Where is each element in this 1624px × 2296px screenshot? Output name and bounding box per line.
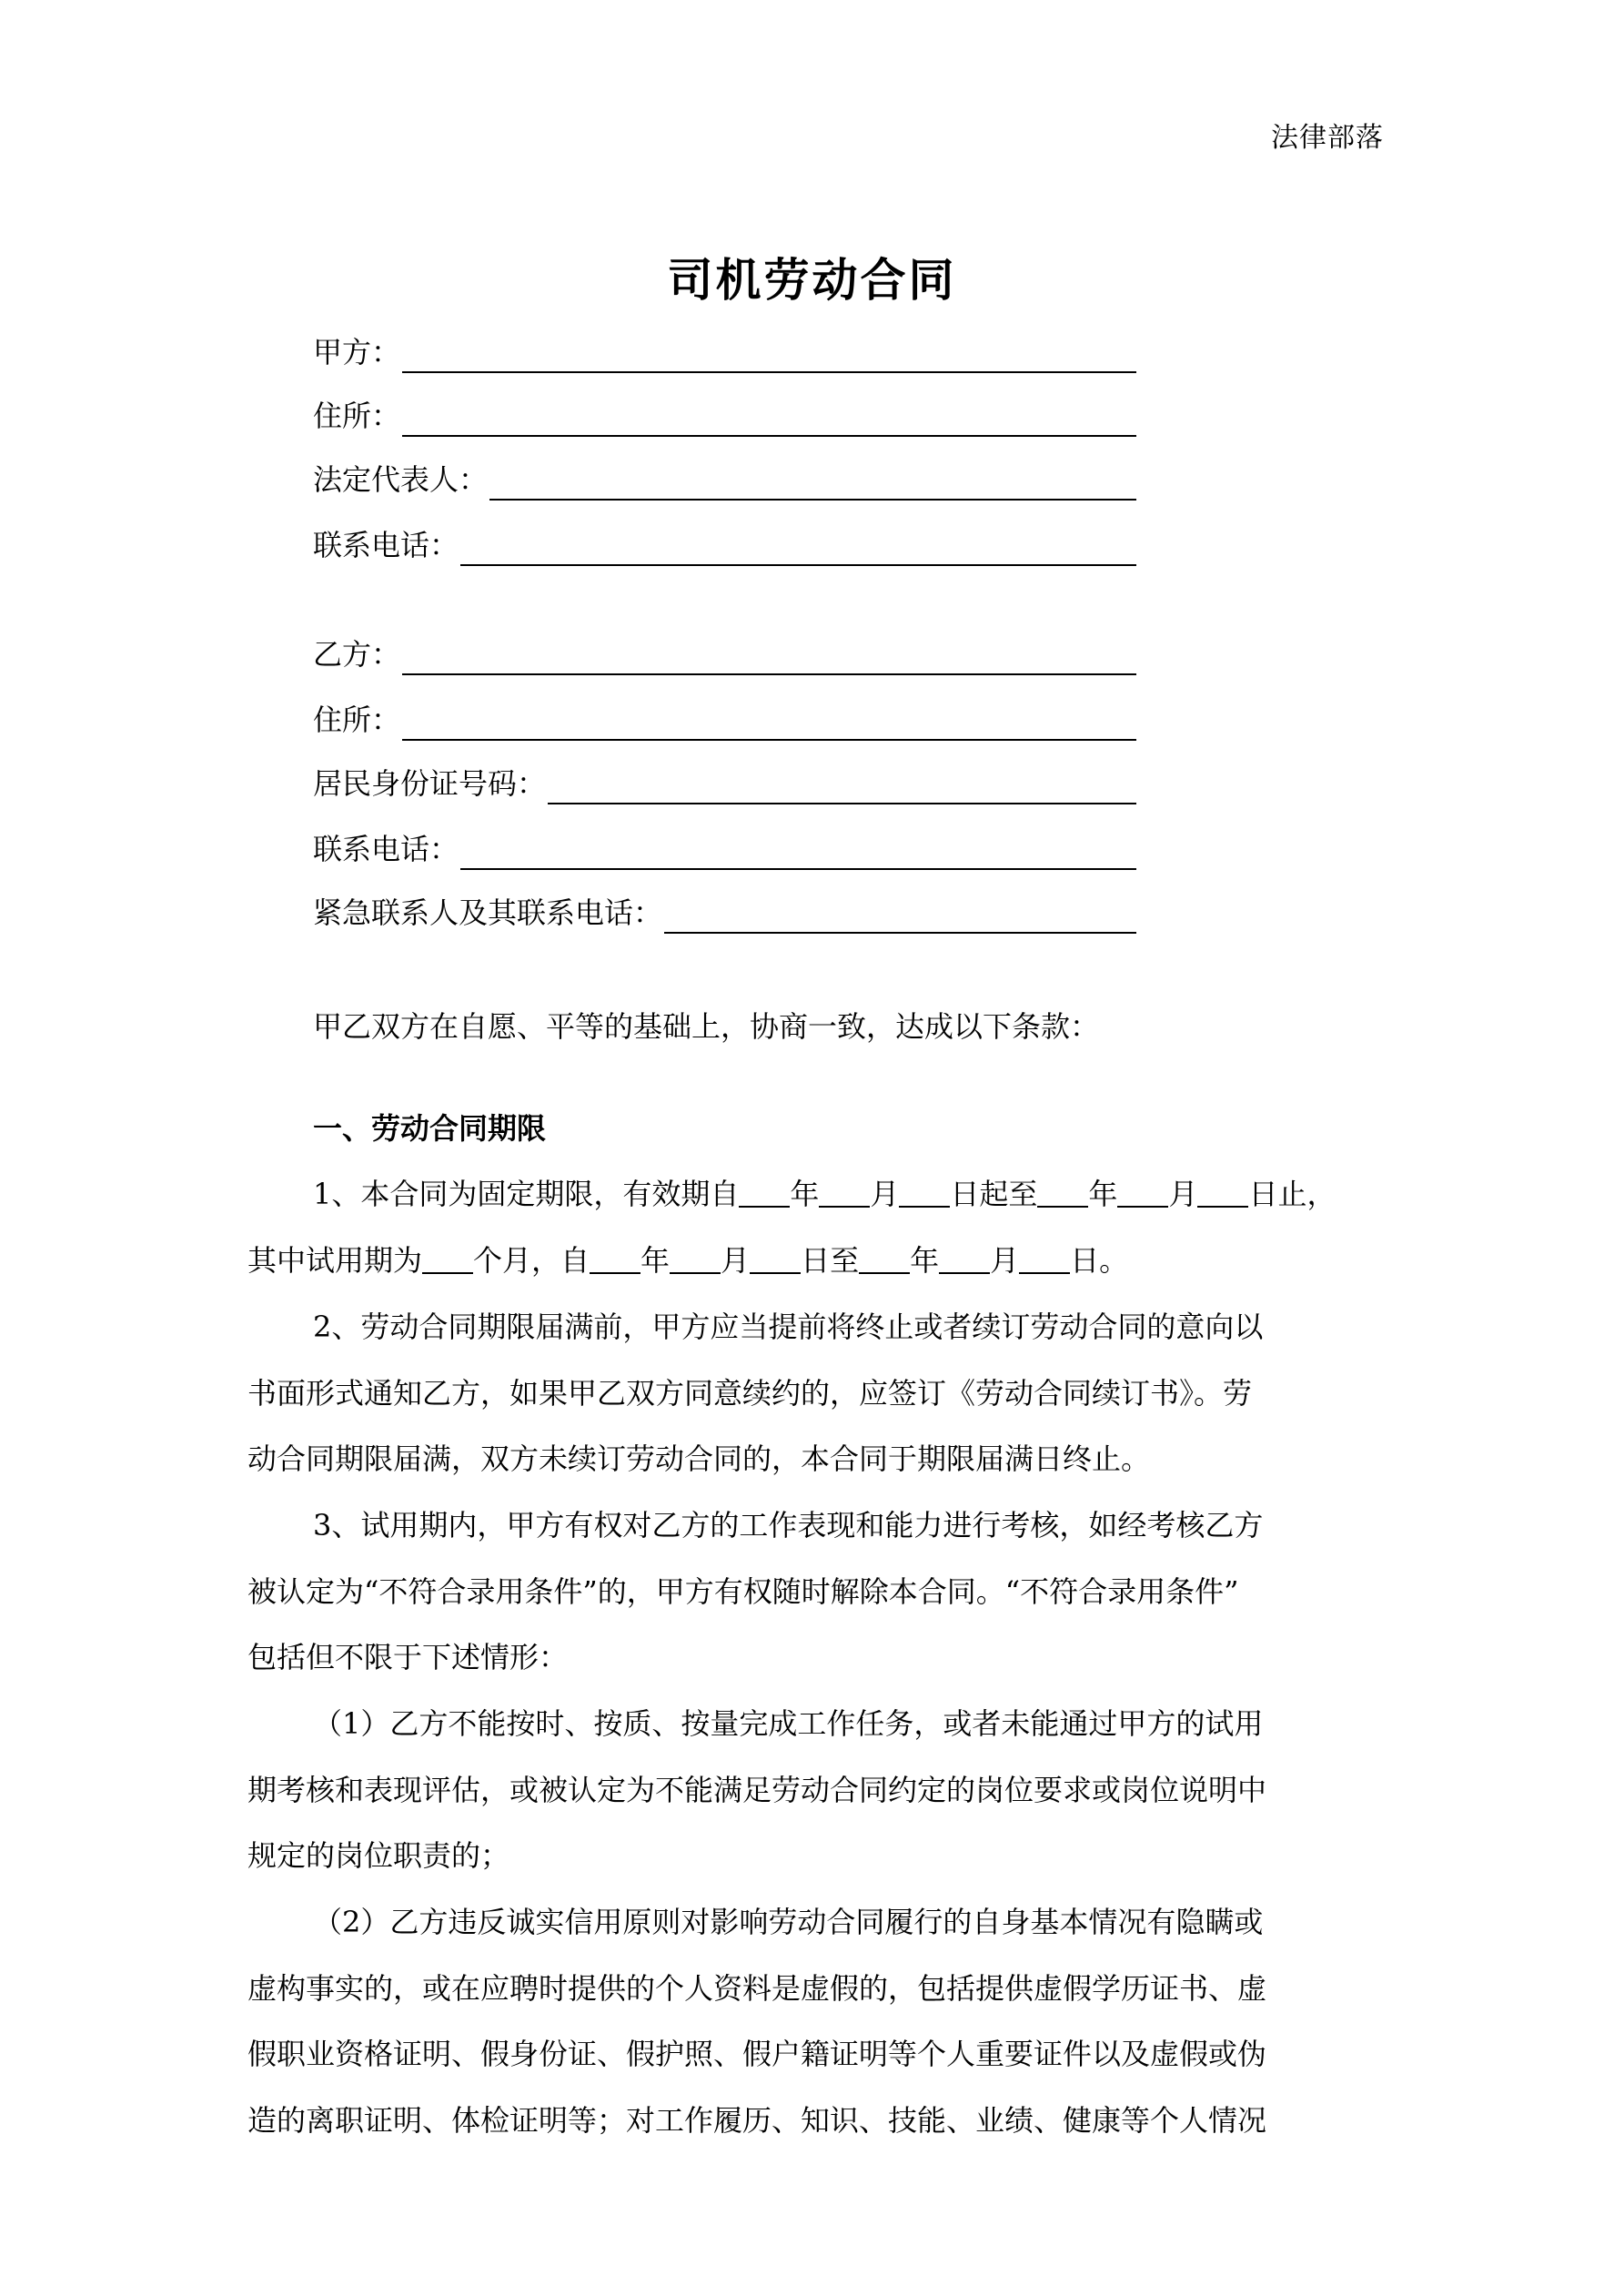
paragraph-line: 2、劳动合同期限届满前，甲方应当提前将终止或者续订劳动合同的意向以 — [313, 1310, 1264, 1344]
paragraph-line: 期考核和表现评估，或被认定为不能满足劳动合同约定的岗位要求或岗位说明中 — [247, 1772, 1267, 1807]
text-run: 月 — [990, 1242, 1020, 1278]
party-a-address-field — [313, 393, 1136, 437]
text-run: 日。 — [1070, 1242, 1129, 1278]
text-run: 年 — [790, 1177, 820, 1211]
section-heading: 一、劳动合同期限 — [313, 1111, 547, 1146]
clause-1 — [247, 1161, 1387, 1293]
fill-in-line[interactable] — [402, 399, 1136, 437]
field-label: 居民身份证号码： — [313, 766, 547, 801]
fill-in-line[interactable] — [548, 766, 1136, 804]
paragraph-line: 虚构事实的，或在应聘时提供的个人资料是虚假的，包括提供虚假学历证书、虚 — [247, 1970, 1267, 2006]
party-b-id-field — [313, 761, 1136, 804]
text-run: 日止， — [1248, 1177, 1337, 1211]
party-a-name-field — [313, 329, 1136, 373]
text-run: 年 — [641, 1242, 671, 1278]
text-run: 月 — [721, 1242, 751, 1278]
blank[interactable] — [1197, 1178, 1248, 1208]
blank[interactable] — [670, 1245, 721, 1274]
field-label: 联系电话： — [313, 832, 459, 866]
clause-3-item-1 — [247, 1691, 1387, 1889]
paragraph-line: 包括但不限于下述情形： — [247, 1640, 569, 1674]
blank[interactable] — [750, 1245, 801, 1274]
paragraph-line: 动合同期限届满，双方未续订劳动合同的，本合同于期限届满日终止。 — [247, 1441, 1151, 1476]
blank[interactable] — [899, 1178, 950, 1208]
paragraph-line: 被认定为“不符合录用条件”的，甲方有权随时解除本合同。“不符合录用条件” — [247, 1573, 1239, 1609]
fill-in-line[interactable] — [664, 895, 1136, 934]
blank[interactable] — [590, 1245, 641, 1274]
clause-3 — [247, 1492, 1387, 1691]
clause-1-line-1 — [247, 1161, 1387, 1228]
paragraph-line: 3、试用期内，甲方有权对乙方的工作表现和能力进行考核，如经考核乙方 — [313, 1508, 1264, 1542]
party-a-legal-rep-field — [313, 457, 1136, 501]
field-label: 法定代表人： — [313, 462, 489, 497]
text-run: 个月，自 — [473, 1242, 590, 1278]
fill-in-line[interactable] — [460, 528, 1136, 566]
text-run: 年 — [1088, 1177, 1118, 1211]
blank[interactable] — [1019, 1245, 1070, 1274]
party-a-phone-field — [313, 522, 1136, 566]
blank[interactable] — [1117, 1178, 1168, 1208]
fill-in-line[interactable] — [402, 335, 1136, 373]
fill-in-line[interactable] — [489, 462, 1136, 501]
blank[interactable] — [819, 1178, 870, 1208]
blank[interactable] — [422, 1245, 473, 1274]
text-run: 年 — [910, 1242, 940, 1278]
blank[interactable] — [1037, 1178, 1088, 1208]
paragraph-line: 书面形式通知乙方，如果甲乙双方同意续约的，应签订《劳动合同续订书》。劳 — [247, 1375, 1253, 1411]
blank[interactable] — [739, 1178, 790, 1208]
clause-2 — [247, 1294, 1387, 1492]
clause-3-item-2 — [247, 1889, 1387, 2153]
paragraph-line: 造的离职证明、体检证明等；对工作履历、知识、技能、业绩、健康等个人情况 — [247, 2102, 1267, 2138]
intro-paragraph: 甲乙双方在自愿、平等的基础上，协商一致，达成以下条款： — [313, 1009, 1100, 1044]
field-label: 住所： — [313, 399, 401, 433]
field-label: 住所： — [313, 703, 401, 737]
party-b-name-field — [313, 632, 1136, 675]
paragraph-line: 假职业资格证明、假身份证、假护照、假户籍证明等个人重要证件以及虚假或伪 — [247, 2037, 1267, 2071]
paragraph-line: （1）乙方不能按时、按质、按量完成工作任务，或者未能通过甲方的试用 — [313, 1706, 1264, 1741]
document-title: 司机劳动合同 — [667, 253, 957, 307]
field-label: 紧急联系人及其联系电话： — [313, 895, 663, 930]
blank[interactable] — [939, 1245, 990, 1274]
field-label: 甲方： — [313, 335, 401, 369]
fill-in-line[interactable] — [460, 832, 1136, 870]
blank[interactable] — [859, 1245, 910, 1274]
fill-in-line[interactable] — [402, 703, 1136, 741]
party-b-address-field — [313, 697, 1136, 741]
header-mark: 法律部落 — [1271, 122, 1384, 154]
paragraph-line: （2）乙方违反诚实信用原则对影响劳动合同履行的自身基本情况有隐瞒或 — [313, 1905, 1264, 1939]
field-label: 乙方： — [313, 637, 401, 672]
field-label: 联系电话： — [313, 528, 459, 562]
party-b-emergency-field — [313, 890, 1136, 934]
party-b-phone-field — [313, 826, 1136, 870]
text-run: 月 — [870, 1177, 900, 1211]
text-run: 1、本合同为固定期限，有效期自 — [313, 1177, 740, 1211]
paragraph-line: 规定的岗位职责的； — [247, 1838, 510, 1873]
text-run: 其中试用期为 — [247, 1242, 423, 1278]
text-run: 日至 — [801, 1242, 860, 1278]
text-run: 日起至 — [950, 1177, 1038, 1211]
fill-in-line[interactable] — [402, 637, 1136, 675]
clause-1-line-2 — [247, 1228, 1387, 1294]
text-run: 月 — [1168, 1177, 1198, 1211]
